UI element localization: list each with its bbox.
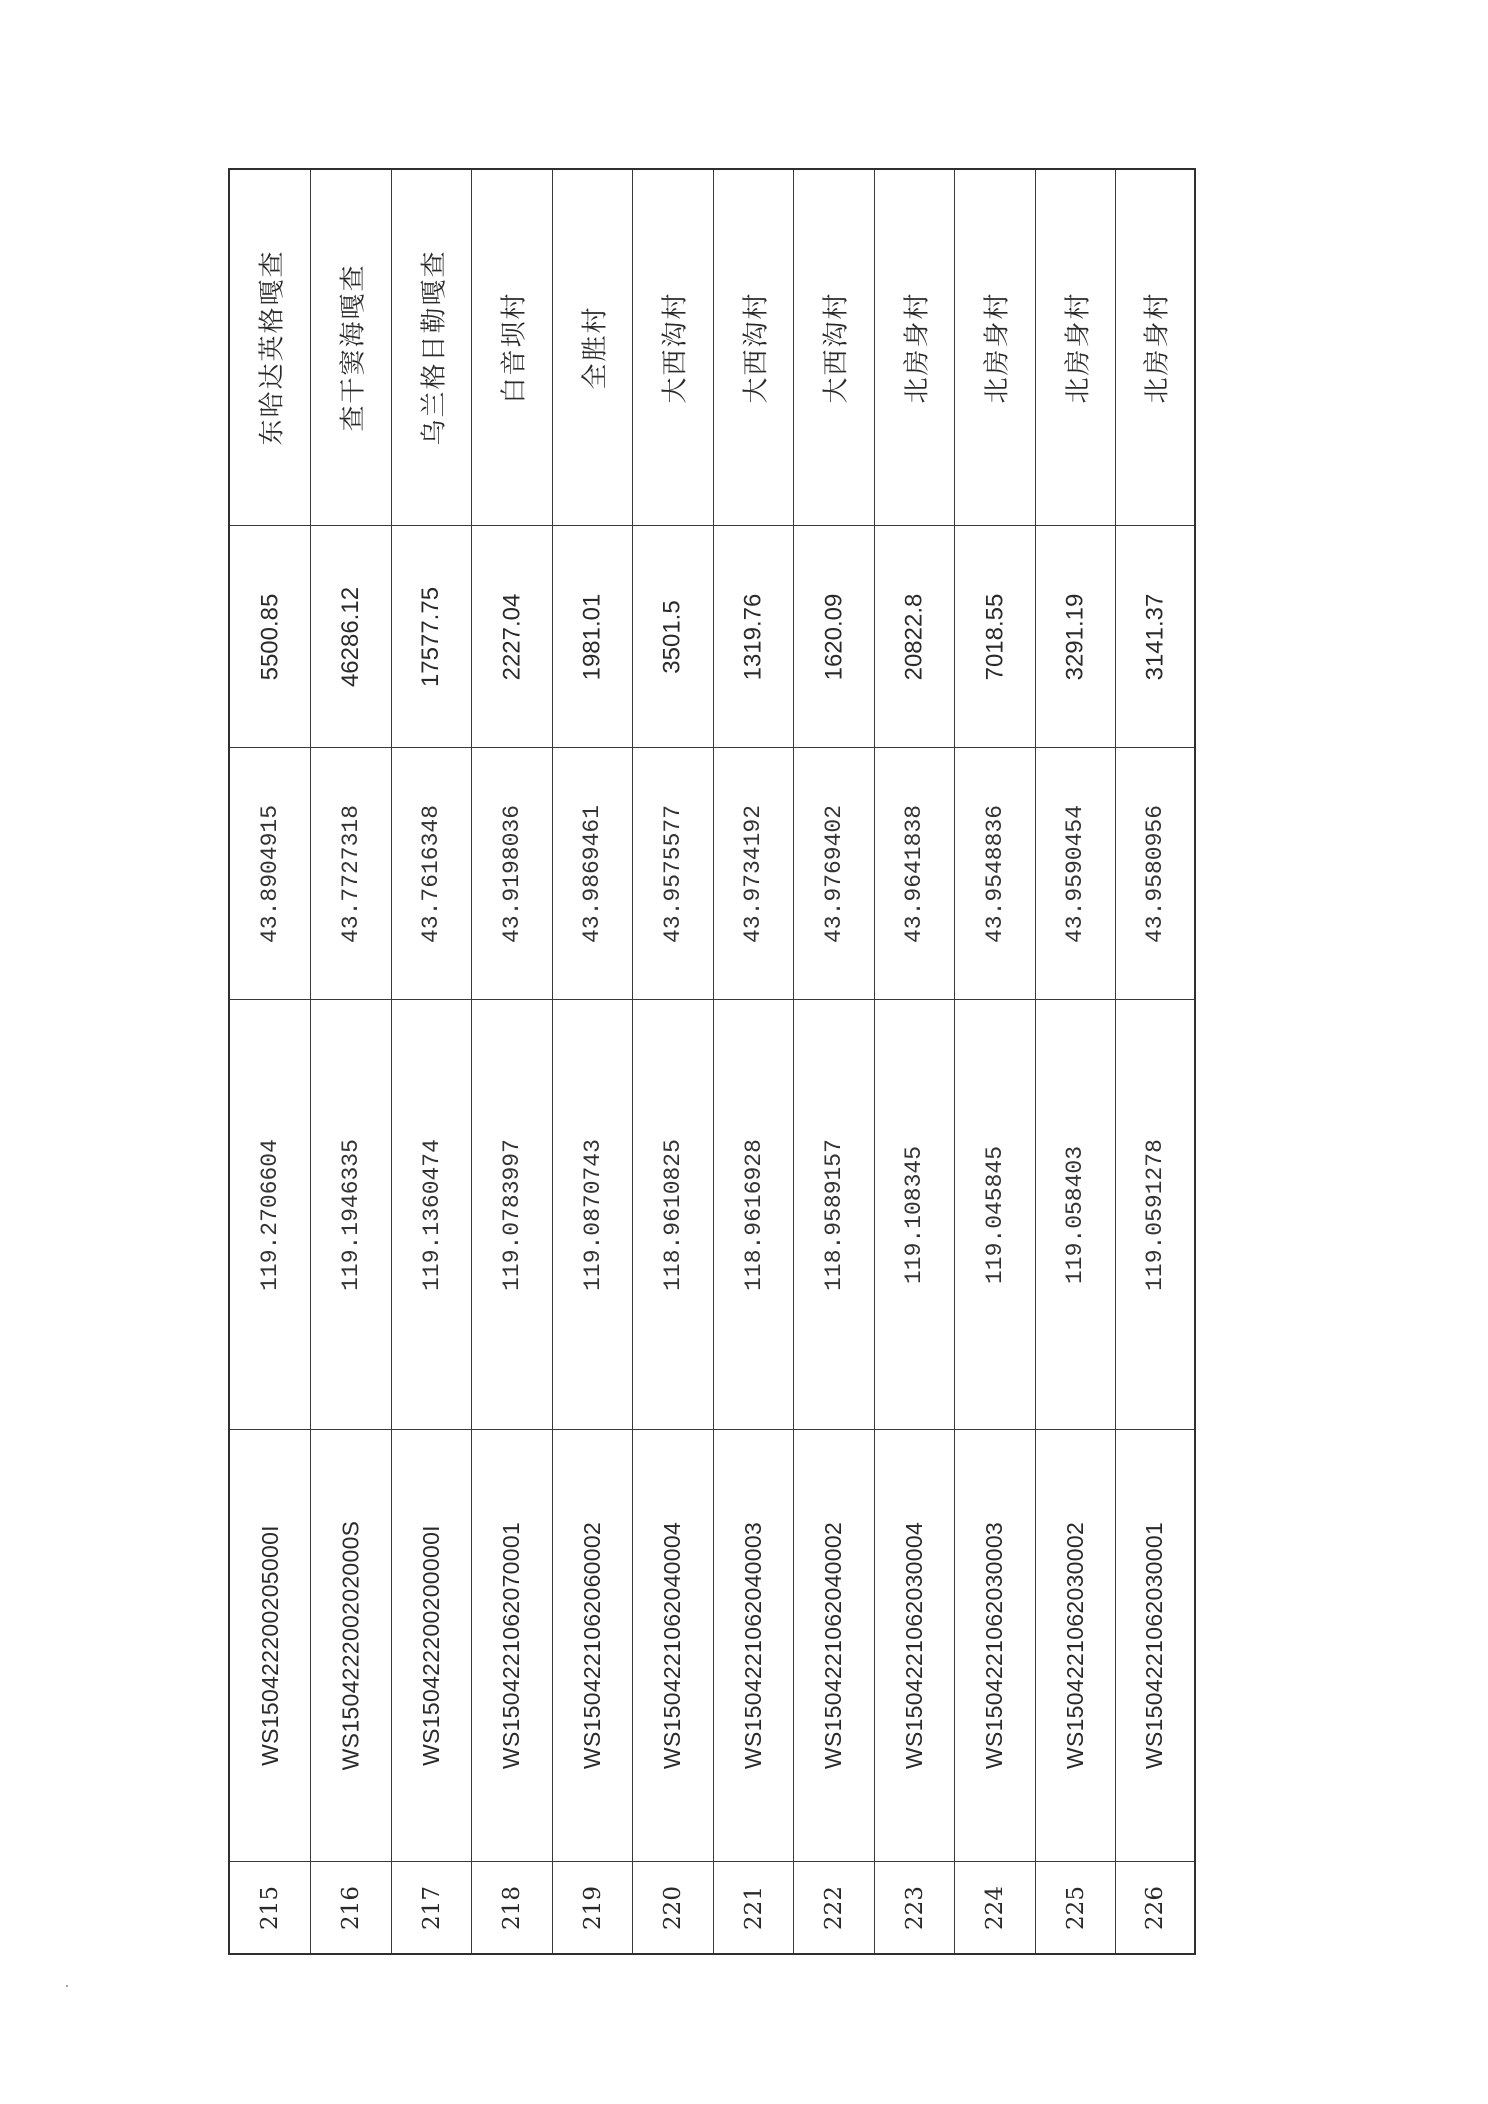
row-number: 223 xyxy=(901,1885,928,1930)
code-value: WS1504221062060002 xyxy=(579,1521,605,1770)
latitude-value: 43.9575577 xyxy=(660,804,686,943)
latitude-cell xyxy=(955,747,1035,999)
row-number: 217 xyxy=(418,1885,445,1930)
table-row xyxy=(1115,170,1194,1953)
longitude-cell xyxy=(875,999,954,1429)
row-number-cell xyxy=(230,1861,310,1953)
longitude-cell xyxy=(1036,999,1115,1429)
longitude-cell xyxy=(311,999,391,1429)
latitude-value: 43.9869461 xyxy=(579,804,606,943)
longitude-cell xyxy=(794,999,874,1429)
area-value: 3141.37 xyxy=(1141,593,1169,680)
area-value: 3291.19 xyxy=(1061,593,1089,680)
longitude-cell xyxy=(714,999,793,1429)
longitude-value: 119.0591278 xyxy=(1142,1138,1169,1291)
table-row xyxy=(552,170,632,1953)
longitude-cell xyxy=(1116,999,1194,1429)
area-value: 20822.8 xyxy=(900,593,928,680)
village-name-cell xyxy=(553,170,632,525)
latitude-value: 43.9548836 xyxy=(982,804,1008,943)
area-cell xyxy=(1116,525,1194,747)
area-value: 5500.85 xyxy=(256,593,284,680)
row-number-cell xyxy=(553,1861,632,1953)
scan-speck xyxy=(66,1985,68,1987)
area-value: 7018.55 xyxy=(981,593,1009,680)
row-number: 226 xyxy=(1142,1885,1168,1930)
table-row xyxy=(391,170,471,1953)
longitude-value: 119.1360474 xyxy=(418,1138,445,1291)
area-value: 46286.12 xyxy=(337,586,365,687)
longitude-value: 119.0870743 xyxy=(579,1138,606,1291)
village-name: 大西沟村 xyxy=(821,291,852,404)
table-row xyxy=(954,170,1035,1953)
area-cell xyxy=(633,525,713,747)
code-cell xyxy=(875,1429,954,1861)
code-cell xyxy=(794,1429,874,1861)
table-row xyxy=(713,170,793,1953)
longitude-value: 119.058403 xyxy=(1062,1145,1089,1284)
village-name: 大西沟村 xyxy=(741,291,772,404)
table-row xyxy=(874,170,954,1953)
code-value: WS1504221062030001 xyxy=(1141,1521,1168,1770)
latitude-cell xyxy=(553,747,632,999)
area-value: 1319.76 xyxy=(739,593,767,680)
area-value: 3501.5 xyxy=(659,599,686,674)
latitude-value: 43.9641838 xyxy=(901,804,928,943)
area-cell xyxy=(553,525,632,747)
village-name-cell xyxy=(230,170,310,525)
code-cell xyxy=(1116,1429,1194,1861)
area-cell xyxy=(392,525,471,747)
data-table xyxy=(228,168,1196,1955)
longitude-cell xyxy=(472,999,552,1429)
village-name-cell xyxy=(1116,170,1194,525)
village-name: 北房身村 xyxy=(982,291,1013,404)
code-value: WS150422200205000I xyxy=(256,1525,283,1766)
village-name-cell xyxy=(955,170,1035,525)
code-cell xyxy=(714,1429,793,1861)
code-value: WS1504221062030003 xyxy=(981,1521,1008,1770)
row-number: 215 xyxy=(257,1885,283,1930)
row-number-cell xyxy=(1116,1861,1194,1953)
longitude-cell xyxy=(230,999,310,1429)
area-cell xyxy=(1036,525,1115,747)
village-name-cell xyxy=(311,170,391,525)
village-name-cell xyxy=(1036,170,1115,525)
village-name: 乌兰格日勒嘎查 xyxy=(419,249,450,446)
area-cell xyxy=(794,525,874,747)
row-number-cell xyxy=(955,1861,1035,1953)
latitude-value: 43.9769402 xyxy=(821,804,847,943)
area-value: 1620.09 xyxy=(820,593,848,680)
row-number-cell xyxy=(875,1861,954,1953)
longitude-cell xyxy=(553,999,632,1429)
latitude-cell xyxy=(230,747,310,999)
code-value: WS1504221062030004 xyxy=(901,1521,927,1770)
code-value: WS1504221062030002 xyxy=(1062,1521,1088,1770)
latitude-cell xyxy=(1036,747,1115,999)
longitude-value: 119.1946335 xyxy=(338,1138,365,1291)
code-cell xyxy=(633,1429,713,1861)
latitude-value: 43.9590454 xyxy=(1062,804,1089,943)
row-number: 218 xyxy=(499,1885,525,1930)
latitude-value: 43.9580956 xyxy=(1142,804,1168,943)
longitude-value: 119.045845 xyxy=(982,1145,1008,1284)
code-cell xyxy=(472,1429,552,1861)
row-number-cell xyxy=(714,1861,793,1953)
row-number: 221 xyxy=(740,1885,767,1930)
code-value: WS1504221062040003 xyxy=(740,1521,766,1770)
code-cell xyxy=(955,1429,1035,1861)
latitude-cell xyxy=(392,747,471,999)
village-name: 查干窦海嘎查 xyxy=(338,263,369,432)
area-cell xyxy=(955,525,1035,747)
longitude-value: 118.9589157 xyxy=(821,1138,848,1291)
area-cell xyxy=(472,525,552,747)
area-value: 17577.75 xyxy=(417,586,445,687)
latitude-cell xyxy=(875,747,954,999)
code-cell xyxy=(553,1429,632,1861)
code-value: WS1504221062040002 xyxy=(820,1521,847,1770)
area-value: 1981.01 xyxy=(578,593,606,680)
longitude-cell xyxy=(955,999,1035,1429)
longitude-value: 118.9616928 xyxy=(740,1138,767,1291)
table-row xyxy=(632,170,713,1953)
village-name-cell xyxy=(714,170,793,525)
table-row xyxy=(310,170,391,1953)
row-number-cell xyxy=(472,1861,552,1953)
code-value: WS150422200202000S xyxy=(337,1520,364,1771)
latitude-cell xyxy=(472,747,552,999)
village-name: 北房身村 xyxy=(1142,291,1173,404)
latitude-cell xyxy=(311,747,391,999)
area-cell xyxy=(230,525,310,747)
latitude-cell xyxy=(794,747,874,999)
row-number-cell xyxy=(794,1861,874,1953)
code-cell xyxy=(311,1429,391,1861)
area-cell xyxy=(714,525,793,747)
village-name-cell xyxy=(794,170,874,525)
table-row xyxy=(1035,170,1115,1953)
village-name: 北房身村 xyxy=(1063,291,1094,404)
row-number: 216 xyxy=(338,1885,364,1930)
village-name-cell xyxy=(633,170,713,525)
code-value: WS1504221062040004 xyxy=(659,1521,686,1770)
row-number: 222 xyxy=(821,1885,847,1930)
latitude-value: 43.9734192 xyxy=(740,804,767,943)
latitude-value: 43.7727318 xyxy=(338,804,364,943)
longitude-value: 118.9610825 xyxy=(660,1138,687,1291)
longitude-cell xyxy=(633,999,713,1429)
village-name: 大西沟村 xyxy=(660,291,691,404)
area-cell xyxy=(875,525,954,747)
latitude-cell xyxy=(714,747,793,999)
code-cell xyxy=(392,1429,471,1861)
row-number: 220 xyxy=(660,1885,686,1930)
area-value: 2227.04 xyxy=(498,593,526,680)
table-row xyxy=(230,170,310,1953)
village-name: 白音坝村 xyxy=(499,291,530,404)
row-number-cell xyxy=(1036,1861,1115,1953)
village-name-cell xyxy=(875,170,954,525)
row-number: 219 xyxy=(579,1885,606,1930)
code-cell xyxy=(230,1429,310,1861)
latitude-value: 43.7616348 xyxy=(418,804,445,943)
village-name: 东哈达英格嘎查 xyxy=(257,249,288,446)
code-cell xyxy=(1036,1429,1115,1861)
row-number: 225 xyxy=(1062,1885,1089,1930)
row-number-cell xyxy=(633,1861,713,1953)
village-name: 全胜村 xyxy=(580,305,611,390)
code-value: WS1504221062070001 xyxy=(498,1521,525,1770)
table-row xyxy=(793,170,874,1953)
latitude-value: 43.9198036 xyxy=(499,804,525,943)
village-name-cell xyxy=(472,170,552,525)
table-row xyxy=(471,170,552,1953)
area-cell xyxy=(311,525,391,747)
longitude-value: 119.108345 xyxy=(901,1145,928,1284)
code-value: WS150422200200000I xyxy=(418,1525,444,1766)
latitude-cell xyxy=(633,747,713,999)
row-number: 224 xyxy=(982,1885,1008,1930)
row-number-cell xyxy=(311,1861,391,1953)
row-number-cell xyxy=(392,1861,471,1953)
longitude-cell xyxy=(392,999,471,1429)
village-name-cell xyxy=(392,170,471,525)
latitude-value: 43.8904915 xyxy=(257,804,283,943)
latitude-cell xyxy=(1116,747,1194,999)
longitude-value: 119.2706604 xyxy=(257,1138,284,1291)
longitude-value: 119.0783997 xyxy=(499,1138,526,1291)
village-name: 北房身村 xyxy=(902,291,933,404)
